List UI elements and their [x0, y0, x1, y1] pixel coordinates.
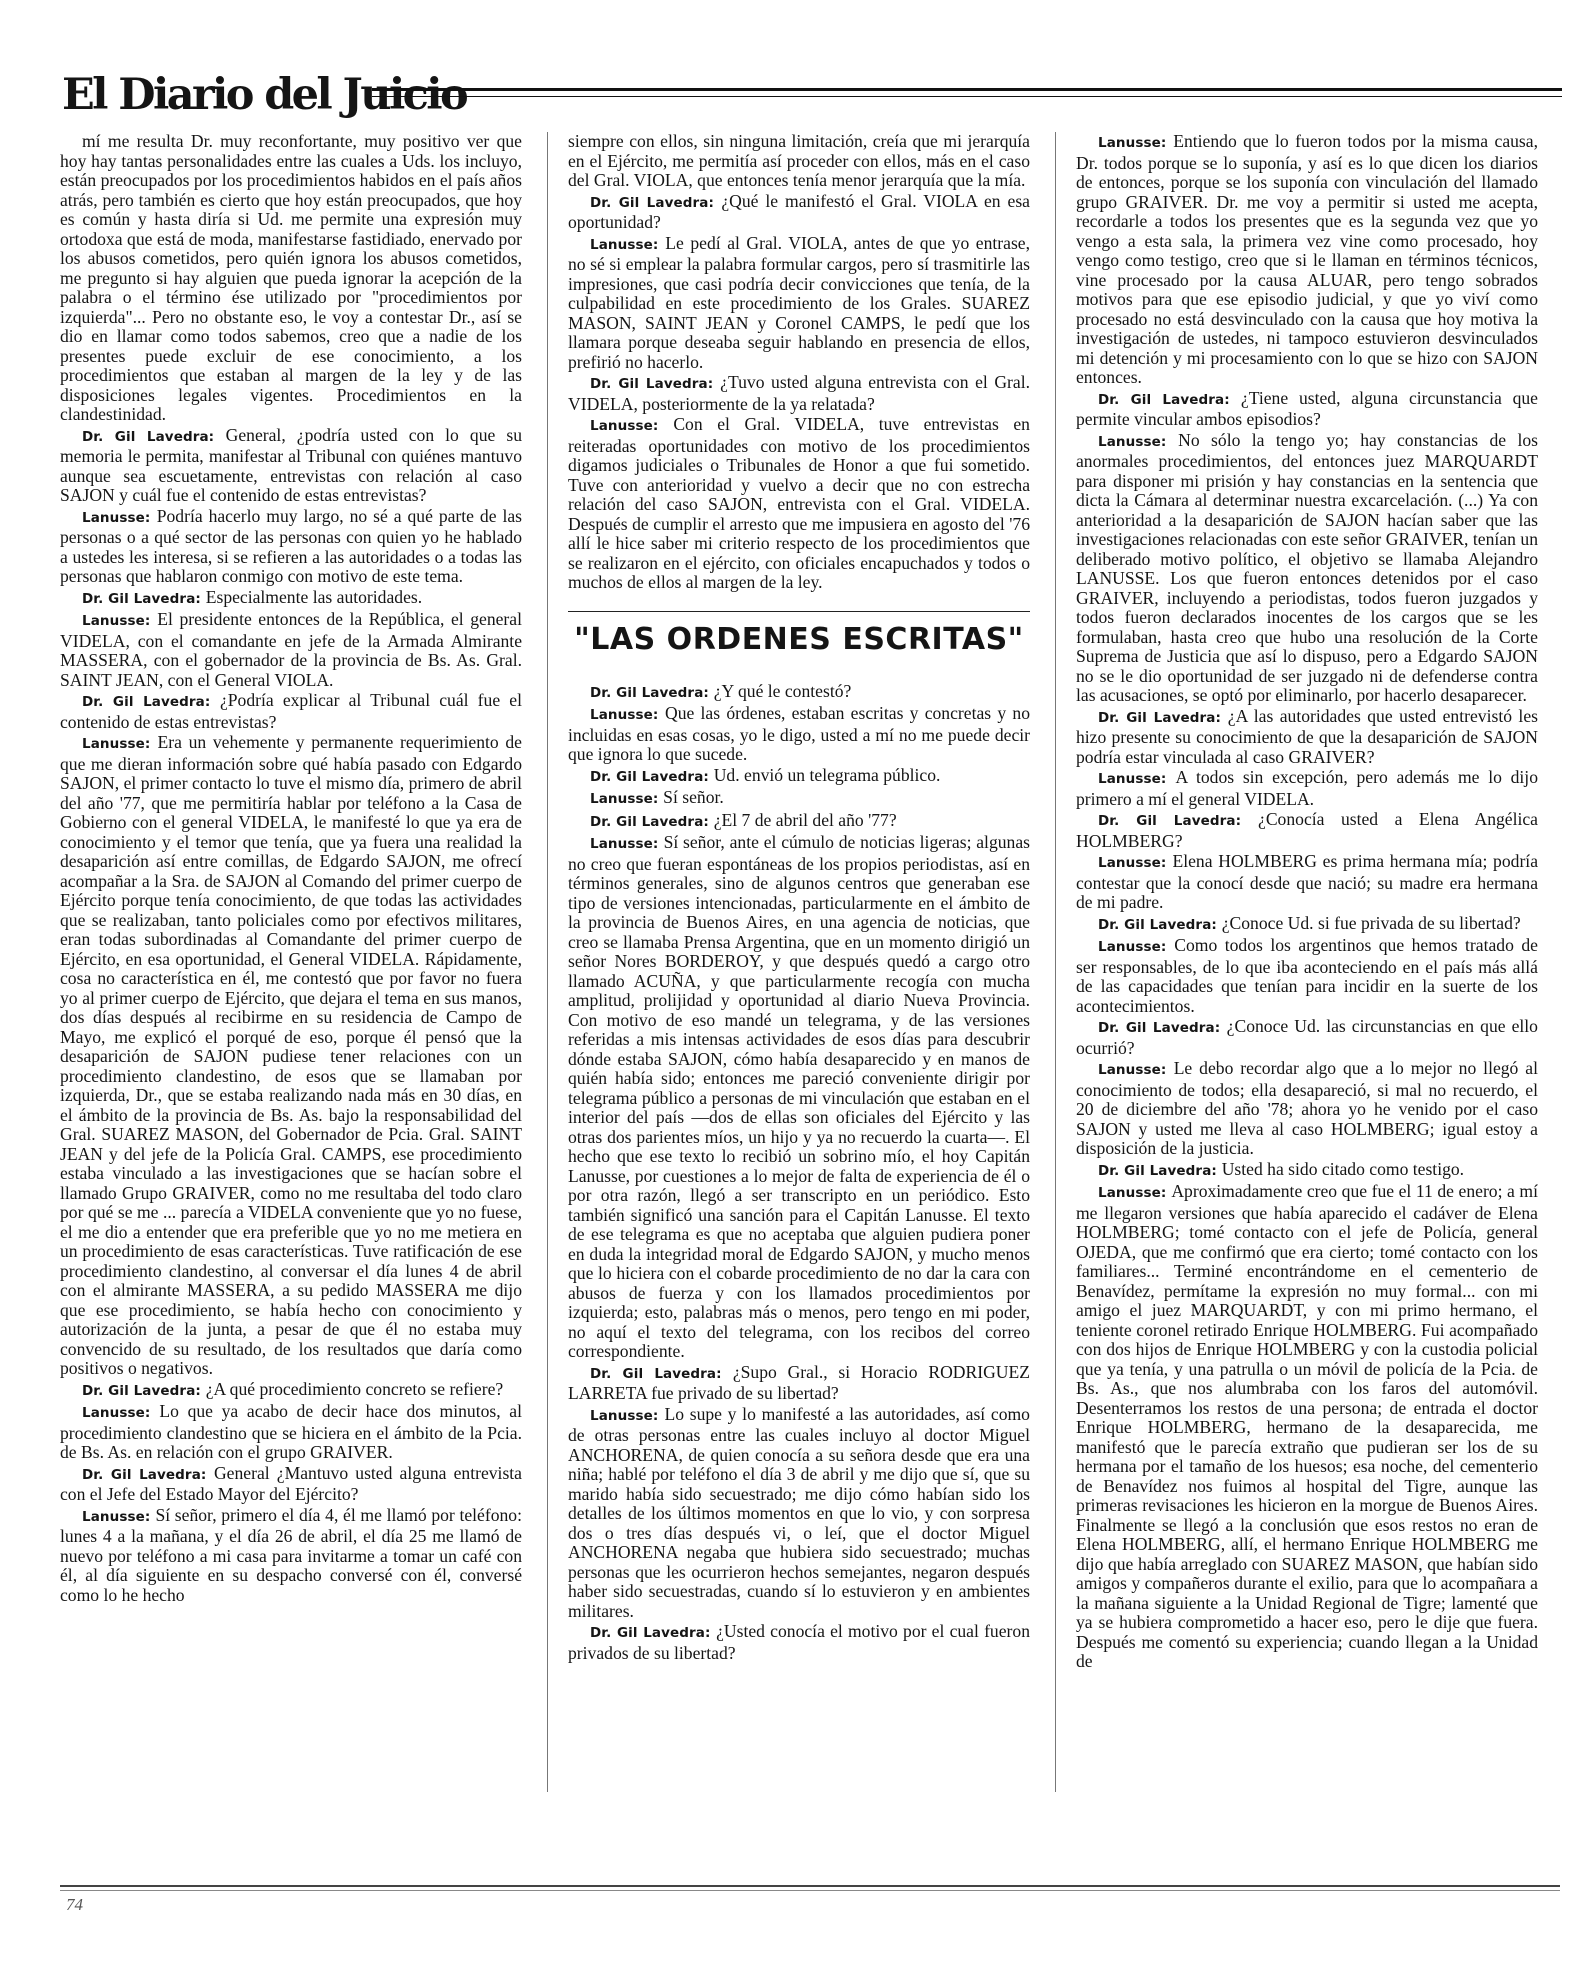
- interview-paragraph: [60, 426, 522, 506]
- interview-paragraph: [568, 811, 1030, 833]
- interview-paragraph: [1076, 1160, 1538, 1182]
- interview-paragraph: [1076, 936, 1538, 1016]
- speaker-label: Lanusse:: [590, 418, 659, 434]
- speaker-label: Dr. Gil Lavedra:: [1098, 1020, 1221, 1036]
- speaker-label: Lanusse:: [1098, 939, 1167, 955]
- paragraph-text: ¿Conocía usted a Elena Angélica HOLMBERG?: [1076, 809, 1538, 851]
- paragraph-text: Con el Gral. VIDELA, tuve entrevistas en reiteradas oportunidades con motivo de los procedimientos digamos judiciales o Tribunales de Honor a que fui sometido. Tuve con anterioridad y vuelvo a decir que no con estrecha relación del caso SAJON, entrevista con el Gral. VIDELA. Después de cumplir el arresto que me impusiera en agosto del '76 allí le hice saber mi criterio respecto de los procedimientos que se realizaron en el ejército, con oficiales encapuchados y todos o muchos de ellos al margen de la ley.: [568, 414, 1030, 592]
- interview-paragraph: [568, 1363, 1030, 1404]
- paragraph-text: ¿Conoce Ud. si fue privada de su libertad?: [1221, 912, 1521, 933]
- paragraph-text: mí me resulta Dr. muy reconfortante, muy positivo ver que hoy hay tantas personalidades entre las cuales a Uds. los incluyo, están preocupados por los procedimientos habidos en el país años atrás, pero también es cierto que hoy están preocupados, que hoy es común y hasta diría si Ud. me permite una expresión muy ortodoxa que está de moda, manifestarse fastidiado, enervado por los abusos cometidos, pero quién ignora los abusos cometidos, me pregunto si hay alguien que pueda ignorar la acepción de la palabra o el término ése utilizado por "procedimientos por izquierda"... Pero no obstante eso, le voy a contestar Dr., así se dio en llamar como todos sabemos, creo que a nadie de los presentes puede excluir de ese conocimiento, a los procedimientos que estaban al margen de la ley y de las disposiciones legales vigentes. Procedimientos en la clandestinidad.: [60, 131, 522, 424]
- speaker-label: Lanusse:: [590, 236, 659, 253]
- paragraph-text: Sí señor.: [663, 787, 724, 807]
- interview-paragraph: [1076, 431, 1538, 706]
- masthead-title: El Diario del Juicio: [62, 70, 467, 120]
- paragraph-text: ¿Tiene usted, alguna circunstancia que permite vincular ambos episodios?: [1076, 387, 1538, 429]
- paragraph-text: A todos sin excepción, pero además me lo dijo primero a mí el general VIDELA.: [1076, 767, 1538, 809]
- speaker-label: Dr. Gil Lavedra:: [590, 376, 714, 392]
- speaker-label: Lanusse:: [82, 1405, 151, 1421]
- interview-paragraph: [60, 507, 522, 587]
- column-3: [1076, 132, 1538, 1672]
- speaker-label: Dr. Gil Lavedra:: [82, 694, 211, 710]
- interview-paragraph: [568, 788, 1030, 810]
- speaker-label: Dr. Gil Lavedra:: [82, 428, 215, 445]
- speaker-label: Lanusse:: [1098, 135, 1167, 151]
- interview-paragraph: [1076, 914, 1538, 936]
- speaker-label: Dr. Gil Lavedra:: [1098, 916, 1217, 933]
- interview-paragraph: [568, 415, 1030, 593]
- speaker-label: Lanusse:: [82, 736, 151, 752]
- interview-paragraph: [568, 373, 1030, 414]
- interview-paragraph: [1076, 1017, 1538, 1058]
- speaker-label: Dr. Gil Lavedra:: [82, 590, 201, 607]
- paragraph-text: Entiendo que lo fueron todos por la misma causa, Dr. todos porque se lo suponía, y así es lo que dicen los diarios de entonces, porque se los suponía con vinculación del llamado grupo GRAIVER. Dr. me voy a permitir si usted me acepta, recordarle a todos los presentes que es la segunda vez que yo vengo a esta sala, la primera vez vine como procesado, hoy vengo como testigo, creo que si le llaman en términos técnicos, vine procesado por la causa ALUAR, pero tengo sobrados motivos para que ese episodio judicial, y que yo viví como procesado no está desvinculado con la causa que hoy motiva la investigación de ustedes, ni tampoco estuvieron desvinculados mi detención y mi procesamiento con lo que se hizo con SAJON entonces.: [1076, 131, 1538, 387]
- interview-paragraph: [568, 833, 1030, 1362]
- paragraph-text: Especialmente las autoridades.: [205, 586, 423, 607]
- footer-rule-thin: [60, 1890, 1560, 1891]
- page-number: 74: [66, 1895, 83, 1914]
- interview-paragraph: [1076, 852, 1538, 913]
- speaker-label: Lanusse:: [1098, 1185, 1167, 1201]
- section-heading: "LAS ORDENES ESCRITAS": [574, 621, 1024, 657]
- column-divider: [547, 132, 548, 1792]
- paragraph-text: Le pedí al Gral. VIOLA, antes de que yo entrase, no sé si emplear la palabra formular cargos, pero sí trasmitirle las impresiones, que casi podría decir convicciones que tenía, de la culpabilidad en este procedimiento de los Grales. SUAREZ MASON, SAINT JEAN y Coronel CAMPS, le pedí que los llamara porque deseaba seguir hablando en presencia de ellos, prefirió no hacerlo.: [568, 232, 1030, 372]
- speaker-label: Dr. Gil Lavedra:: [82, 1466, 207, 1483]
- interview-paragraph: [60, 733, 522, 1379]
- paragraph-text: Lo que ya acabo de decir hace dos minutos, al procedimiento clandestino que se hiciera en el ámbito de la Pcia. de Bs. As. en relación con el grupo GRAIVER.: [60, 1401, 522, 1462]
- speaker-label: Lanusse:: [1098, 433, 1167, 450]
- speaker-label: Lanusse:: [82, 1508, 151, 1525]
- speaker-label: Dr. Gil Lavedra:: [590, 768, 709, 785]
- section-heading-block: [568, 611, 1030, 660]
- speaker-label: Dr. Gil Lavedra:: [1098, 391, 1230, 408]
- speaker-label: Lanusse:: [1098, 855, 1167, 871]
- paragraph-text: Sí señor, ante el cúmulo de noticias ligeras; algunas no creo que fueran espontáneas de los propios periodistas, así en términos generales, sino de algunos centros que generaban ese tipo de versiones intencionadas, particularmente en el ámbito de la provincia de Buenos Aires, en una agencia de noticias, que creo se llamaba Prensa Argentina, que en un momento dirigió un señor Nores BORDEROY, y que después quedó a cargo otro llamado ACUÑA, y que particularmente recogía con mucha amplitud, prolijidad y oportunidad al diario Nueva Provincia. Con motivo de eso mandé un telegrama, y de las versiones referidas a mis intensas actividades de esos días para descubrir dónde estaba SAJON, cómo había desaparecido y en manos de quién había sido; entonces me pareció conveniente dirigir por telegrama público a personas de mi vinculación que estaban en el interior del país —dos de ellas son oficiales del Ejército y las otras dos parientes míos, un hijo y ya no recuerdo la cuarta—. El hecho que ese texto lo recibió un sobrino mío, el hoy Capitán Lanusse, por cuestiones a lo mejor de falta de experiencia de él o por otra razón, llegó a ser transcripto en un periódico. Esto también significó una sanción para el Capitán Lanusse. El texto de ese telegrama es que no aceptaba que alguien pudiera poner en duda la integridad moral de Edgardo SAJON, y mucho menos que lo hiciera con el cobarde procedimiento de no dar la cara con abusos de fuerza y con los llamados procedimientos por izquierda; esto, palabras más o menos, pero tengo en mi poder, no aquí el texto del telegrama, con los recibos del correo correspondiente.: [568, 832, 1030, 1361]
- speaker-label: Dr. Gil Lavedra:: [82, 1382, 201, 1399]
- interview-paragraph: [60, 610, 522, 690]
- interview-paragraph: [1076, 810, 1538, 851]
- speaker-label: Dr. Gil Lavedra:: [590, 813, 709, 830]
- interview-paragraph: [568, 682, 1030, 704]
- speaker-label: Lanusse:: [82, 613, 151, 629]
- speaker-label: Dr. Gil Lavedra:: [1098, 1162, 1217, 1179]
- speaker-label: Lanusse:: [82, 509, 151, 526]
- interview-paragraph: [1076, 132, 1538, 388]
- paragraph-text: No sólo la tengo yo; hay constancias de los anormales procedimientos, del entonces juez MARQUARDT para disponer mi prisión y hay constancias en la sentencia que dicta la Cámara al determinar nuestra excarcelación. (...) Ya con anterioridad a la desaparición de SAJON hacían saber que las investigaciones relacionadas con este señor GRAIVER, tenían un deliberado motivo político, el objetivo se llamaba Alejandro LANUSSE. Los que fueron entonces detenidos por el caso GRAIVER, incluyendo a periodistas, todos fueron juzgados y todos fueron declarados inocentes de los cargos que se les formulaban, hasta creo que hubo una resolución de la Corte Suprema de Justicia que así lo dispuso, pero a Edgardo SAJON no se le dio oportunidad de ser juzgado ni de defenderse contra las acusaciones, se optó por eliminarlo, por hacerlo desaparecer.: [1076, 429, 1538, 705]
- paragraph-text: Como todos los argentinos que hemos tratado de ser responsables, de lo que iba aconteciendo en el país más allá de las capacidades que tenían para incidir en la suerte de los acontecimientos.: [1076, 935, 1538, 1016]
- paragraph-text: Le debo recordar algo que a lo mejor no llegó al conocimiento de todos; ella desapareció, si mal no recuerdo, el 20 de diciembre del año '78; ahora yo he venido por el caso SAJON y usted me lleva al caso HOLMBERG; igual estoy a disposición de la justicia.: [1076, 1058, 1538, 1158]
- paragraph-text: Podría hacerlo muy largo, no sé a qué parte de las personas o a qué sector de las personas con quien yo he hablado a ustedes les interesa, si se refieren a las autoridades o a todas las personas que hablaron conmigo con motivo de este tema.: [60, 505, 522, 586]
- paragraph-text: Usted ha sido citado como testigo.: [1221, 1158, 1465, 1179]
- interview-paragraph: [568, 704, 1030, 765]
- speaker-label: Dr. Gil Lavedra:: [1098, 709, 1221, 726]
- interview-paragraph: [568, 1405, 1030, 1622]
- paragraph-text: ¿Supo Gral., si Horacio RODRIGUEZ LARRETA fue privado de su libertad?: [568, 1361, 1030, 1403]
- paragraph-text: Que las órdenes, estaban escritas y concretas y no incluidas en esas cosas, yo le digo, usted a mí no me puede decir que ignora lo que sucede.: [568, 703, 1030, 764]
- interview-paragraph: [1076, 389, 1538, 430]
- interview-paragraph: [568, 1622, 1030, 1663]
- speaker-label: Lanusse:: [590, 836, 659, 852]
- paragraph-text: ¿A las autoridades que usted entrevistó les hizo presente su conocimiento de que la desaparición de SAJON podría estar vinculada al caso GRAIVER?: [1076, 705, 1538, 767]
- paragraph-text: Era un vehemente y permanente requerimiento de que me dieran información sobre qué había pasado con Edgardo SAJON, el primer contacto lo tuve el mismo día, primero de abril del año '77, que me permitiría hablar por teléfono a la Casa de Gobierno con el general VIDELA, le manifesté lo que ya era de conocimiento y el temor que tenía, que ya fuera una realidad la desaparición así entre comillas, de Edgardo SAJON, me ofrecí acompañar a la Sra. de SAJON al Comando del primer cuerpo de Ejército porque tenía conocimiento, de que todas las actividades que se realizaban, tanto policiales como por efectivos militares, eran todas subordinadas al Comandante del primer cuerpo de Ejército, en esa oportunidad, el General VIDELA. Rápidamente, cosa no característica en él, me contestó que por favor no fuera yo al primer cuerpo de Ejército, que dejara el tema en sus manos, dos días después al recibirme en su residencia de Campo de Mayo, me explicó el porqué de eso, porque él pensó que la desaparición de SAJON pudiese tener relaciones con un procedimiento clandestino, de esos que se llamaban por izquierda, Dr., que se estaba realizando nada más en 30 días, en el ámbito de la provincia de Bs. As. bajo la responsabilidad del Gral. SUAREZ MASON, del Gobernador de Pcia. Gral. SAINT JEAN y del jefe de la Policía Gral. CAMPS, ese procedimiento estaba vinculado a las investigaciones que se hacían sobre el llamado Grupo GRAIVER, como no me resultaba del todo claro por qué se me ... parecía a VIDELA conveniente que yo no fuese, el me dio a entender que era preferible que yo no me metiera en un procedimiento de esas características. Tuve ratificación de ese procedimiento clandestino, al conversar el día lunes 4 de abril con el almirante MASSERA, a su pedido MASSERA me dijo que ese procedimiento, se había hecho con conocimiento y autorización de la junta, a pesar de que él no estaba muy convencido de su resultado, de los resultados que daría como positivos o negativos.: [60, 732, 522, 1378]
- paragraph-text: ¿Qué le manifestó el Gral. VIOLA en esa oportunidad?: [568, 190, 1030, 232]
- paragraph-text: Aproximadamente creo que fue el 11 de enero; a mí me llegaron versiones que había aparecido el cadáver de Elena HOLMBERG; tomé contacto con el jefe de Policía, general OJEDA, que me confirmó que era cierto; tomé contacto con los familiares... Terminé encontrándome en el cementerio de Benavídez, permítame la expresión no muy formal... con mi amigo el juez MARQUARDT, y con mi primo hermano, el teniente coronel retirado Enrique HOLMBERG. Fui acompañado con dos hijos de Enrique HOLMBERG y con la custodia policial que ya tenía, y una patrulla o un móvil de policía de la Pcia. de Bs. As., que nos alumbraba con los faros del automóvil. Desenterramos los restos de una persona; de entrada el doctor Enrique HOLMBERG, hermano de la desaparecida, me manifestó que le parecía extraño que pudieran ser los de su hermana por el tamaño de los huesos; esa noche, del cementerio de Benavídez nos fuimos al hospital del Tigre, aunque las primeras revisaciones les hicieron en la morgue de Buenos Aires. Finalmente se llegó a la conclusión que esos restos no eran de Elena HOLMBERG, allí, el hermano Enrique HOLMBERG me dijo que había arreglado con SUAREZ MASON, que habían sido amigos y compañeros durante el exilio, para que lo acompañara a la mañana siguiente a la Unidad Regional de Tigre; lamenté que ya se hubiera comprometido a hacer eso, pero le dije que fuera. Después me comentó su experiencia; cuando llegan a la Unidad de: [1076, 1181, 1538, 1671]
- paragraph-text: ¿Y qué le contestó?: [713, 680, 852, 701]
- speaker-label: Lanusse:: [590, 791, 659, 807]
- interview-paragraph: [60, 1380, 522, 1402]
- interview-paragraph: [1076, 768, 1538, 809]
- paragraph-text: ¿Usted conocía el motivo por el cual fueron privados de su libertad?: [568, 1621, 1030, 1663]
- interview-paragraph: [1076, 1182, 1538, 1672]
- paragraph-text: El presidente entonces de la República, el general VIDELA, con el comandante en jefe de la Armada Almirante MASSERA, con el gobernador de la provincia de Bs. As. Gral. SAINT JEAN, con el General VIOLA.: [60, 609, 522, 690]
- speaker-label: Lanusse:: [1098, 771, 1167, 787]
- interview-paragraph: [568, 192, 1030, 233]
- speaker-label: Dr. Gil Lavedra:: [1098, 813, 1242, 829]
- column-1: [60, 132, 522, 1605]
- paragraph-text: General ¿Mantuvo usted alguna entrevista con el Jefe del Estado Mayor del Ejército?: [60, 1462, 522, 1504]
- speaker-label: Dr. Gil Lavedra:: [590, 684, 709, 701]
- speaker-label: Lanusse:: [590, 707, 659, 723]
- paragraph-text: Ud. envió un telegrama público.: [713, 764, 941, 785]
- interview-paragraph: [568, 766, 1030, 788]
- masthead: [62, 70, 1562, 120]
- paragraph-text: ¿El 7 de abril del año '77?: [713, 809, 897, 830]
- masthead-rule: [372, 88, 1562, 91]
- paragraph-text: ¿Conoce Ud. las circunstancias en que ello ocurrió?: [1076, 1016, 1538, 1058]
- interview-paragraph: [60, 1506, 522, 1606]
- paragraph-text: General, ¿podría usted con lo que su memoria le permita, manifestar al Tribunal con quiénes mantuvo aunque sea escuetamente, entrevistas con relación al caso SAJON y cuál fue el contenido de estas entrevistas?: [60, 424, 522, 505]
- interview-paragraph: [60, 588, 522, 610]
- column-divider: [1055, 132, 1056, 1792]
- paragraph-text: ¿Tuvo usted alguna entrevista con el Gral. VIDELA, posteriormente de la ya relatada?: [568, 372, 1030, 414]
- paragraph-text: Elena HOLMBERG es prima hermana mía; podría contestar que la conocí desde que nació; su madre era hermana de mi padre.: [1076, 851, 1538, 912]
- speaker-label: Lanusse:: [1098, 1062, 1167, 1078]
- paragraph-text: ¿Podría explicar al Tribunal cuál fue el contenido de estas entrevistas?: [60, 690, 522, 732]
- speaker-label: Dr. Gil Lavedra:: [590, 194, 714, 211]
- interview-paragraph: [568, 234, 1030, 373]
- interview-paragraph: [1076, 1059, 1538, 1159]
- speaker-label: Lanusse:: [590, 1407, 659, 1424]
- footer-rule: [60, 1885, 1560, 1887]
- paragraph-text: Sí señor, primero el día 4, él me llamó por teléfono: lunes 4 a la mañana, y el día 26 de abril, el día 25 me llamó de nuevo por teléfono a mi casa para invitarme a tomar un café con él, al día siguiente en su despacho conversé con él, conversé como lo he hecho: [60, 1504, 522, 1605]
- interview-paragraph: [60, 132, 522, 425]
- interview-paragraph: [1076, 707, 1538, 768]
- masthead-rule-thin: [372, 96, 1562, 97]
- interview-paragraph: [60, 1402, 522, 1463]
- paragraph-text: Lo supe y lo manifesté a las autoridades, así como de otras personas entre las cuales incluyo al doctor Miguel ANCHORENA, de quien conocía a su señora desde que era una niña; hablé por teléfono el día 3 de abril y me dijo que sí, que su marido había sido secuestrado; me dijo cómo habían sido los detalles de los últimos momentos en que lo vio, y con sorpresa dos o tres días después vi, o leí, que el doctor Miguel ANCHORENA negaba que hubiera sido secuestrado; muchas personas que les ocurrieron hechos semejantes, negaron después haber sido secuestradas, cuando sí lo estuvieron y en ambientes militares.: [568, 1403, 1030, 1621]
- paragraph-text: siempre con ellos, sin ninguna limitación, creía que mi jerarquía en el Ejército, me permitía así proceder con ellos, más en el caso del Gral. VIOLA, que entonces tenía menor jerarquía que la mía.: [568, 131, 1030, 190]
- column-2: [568, 132, 1030, 1663]
- paragraph-text: ¿A qué procedimiento concreto se refiere?: [205, 1378, 504, 1399]
- interview-paragraph: [568, 132, 1030, 191]
- interview-paragraph: [60, 1464, 522, 1505]
- interview-paragraph: [60, 691, 522, 732]
- speaker-label: Dr. Gil Lavedra:: [590, 1365, 722, 1382]
- speaker-label: Dr. Gil Lavedra:: [590, 1625, 711, 1641]
